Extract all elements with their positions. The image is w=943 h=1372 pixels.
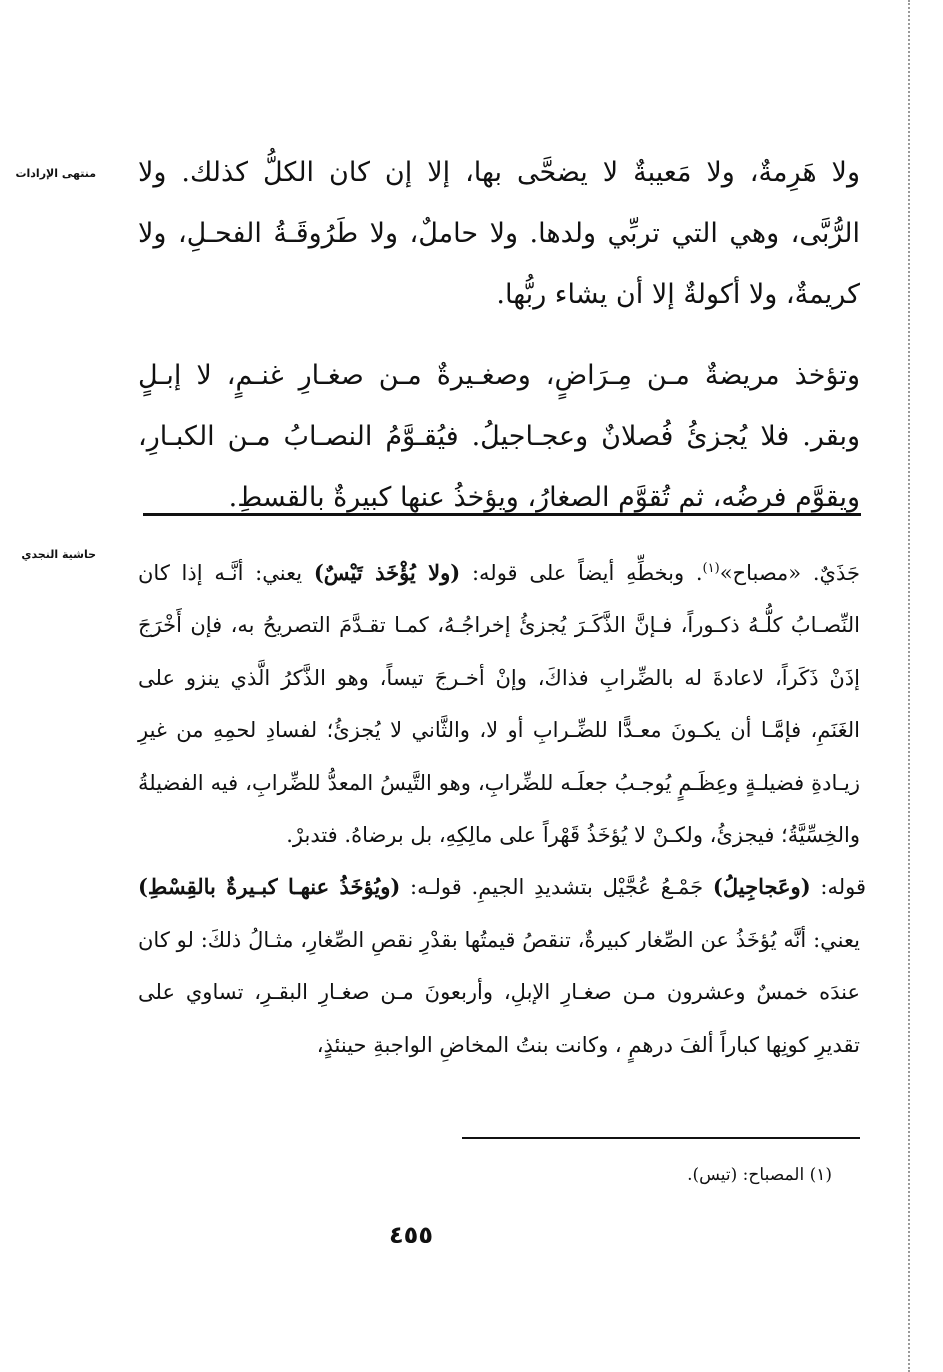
sharh-p2-text-2: جَمْـعُ عُجَّيْل بتشديدِ الجيمِ. قولـه: — [400, 875, 713, 900]
section-divider — [143, 513, 861, 516]
sharh-text-block — [138, 543, 867, 1071]
sharh-p2-lemma-2: (ويُؤخَذُ عنهـا كبـيرةٌ بالقِسْطِ) — [138, 874, 401, 900]
sharh-p1-text-2: . وبخطِّهِ أيضاً على قوله: — [460, 561, 703, 585]
page-cut-line — [908, 0, 910, 1372]
sharh-p2-lemma-1: (وعَجاجِيلُ) — [712, 874, 811, 900]
footnote-marker: (١) — [702, 561, 720, 576]
matn-paragraph-1: ولا هَرِمةٌ، ولا مَعيبةٌ لا يضحَّى بها، إلا إن كان الكلُّ كذلك. ولا الرُّبَّى، وهي التي تربِّي ولدها. ولا حاملٌ، ولا طَرُوقَـةُ الفحـلِ، ولا كريمةٌ، ولا أكولةٌ إلا أن يشاء ربُّها. — [138, 157, 860, 310]
matn-text-block — [138, 142, 860, 528]
side-label-matn: منتهى الإرادات — [15, 167, 96, 180]
sharh-p2-text-1: قوله: — [810, 875, 867, 900]
sharh-paragraph-1 — [138, 543, 860, 861]
sharh-p1-text-1: جَذَيٌ. «مصباح» — [719, 561, 860, 585]
side-label-sharh: حاشية النجدي — [21, 548, 96, 561]
sharh-p1-lemma: (ولا يُؤْخَذ تَيْسٌ) — [313, 560, 461, 585]
footnote: (١) المصباح: (تيس). — [687, 1165, 832, 1185]
footnote-divider — [462, 1137, 860, 1139]
matn-paragraph-2: وتؤخذ مريضةٌ مـن مِـرَاضٍ، وصغـيرةٌ مـن صغـارِ غنـمٍ، لا إبـلٍ وبقر. فلا يُجزئُ فُصلانٌ وعجـاجيلُ. فيُقـوَّمُ النصـابُ مـن الكبـارِ، ويقوَّم فرضُه، ثم تُقوَّم الصغارُ، ويؤخذُ عنها كبيرةٌ بالقسطِ. — [138, 360, 860, 513]
sharh-p2-text-3: يعني: أنَّه يُؤخَذُ عن الصِّغار كبيرةٌ، تنقصُ قيمتُها بقدْرِ نقصِ الصِّغارِ، مثـالُ ذلكَ: لو كان عندَه خمسٌ وعشرون مـن صغـارِ الإبلِ، وأربعونَ مـن صغـارِ البقـرِ، تساوي على تقديرِ كونِها كباراً ألفَ درهمٍ ، وكانت بنتُ المخاضِ الواجبةِ حينئذٍ، — [138, 927, 860, 1057]
page-number: ٤٥٥ — [389, 1221, 433, 1249]
sharh-p1-text-3: يعني: أنَّـه إذا كان النِّصـابُ كلُّـهُ ذكـوراً، فـإنَّ الذَّكَـرَ يُجزئُ إخراجُـهُ، كمـا تقـدَّمَ التصريحُ به، فإن أَخْرَجَ إذَنْ ذَكَراً، لاعادةَ له بالضِّرابِ فذاكَ، وإنْ أخـرجَ تيساً، وهو الذَّكرُ الَّذي ينزو على الغَنَمِ، فإمَّـا أن يكـونَ معـدًّا للضِّـرابِ أو لا، والثَّاني لا يُجزئُ؛ لفسادِ لحمِهِ من غيرِ زيـادةِ فضيلـةٍ وعِظَـمٍ يُوجـبُ جعلَـه للضِّرابِ، وهو التَّيسُ المعدُّ للضِّرابِ، فيه الفضيلةُ والخِسِّيَّةُ؛ فيجزئُ، ولكـنْ لا يُؤخَذُ قَهْراً على مالِكِهِ، بل برضاهُ. فتدبرْ. — [138, 561, 860, 848]
sharh-paragraph-2 — [138, 861, 867, 1071]
